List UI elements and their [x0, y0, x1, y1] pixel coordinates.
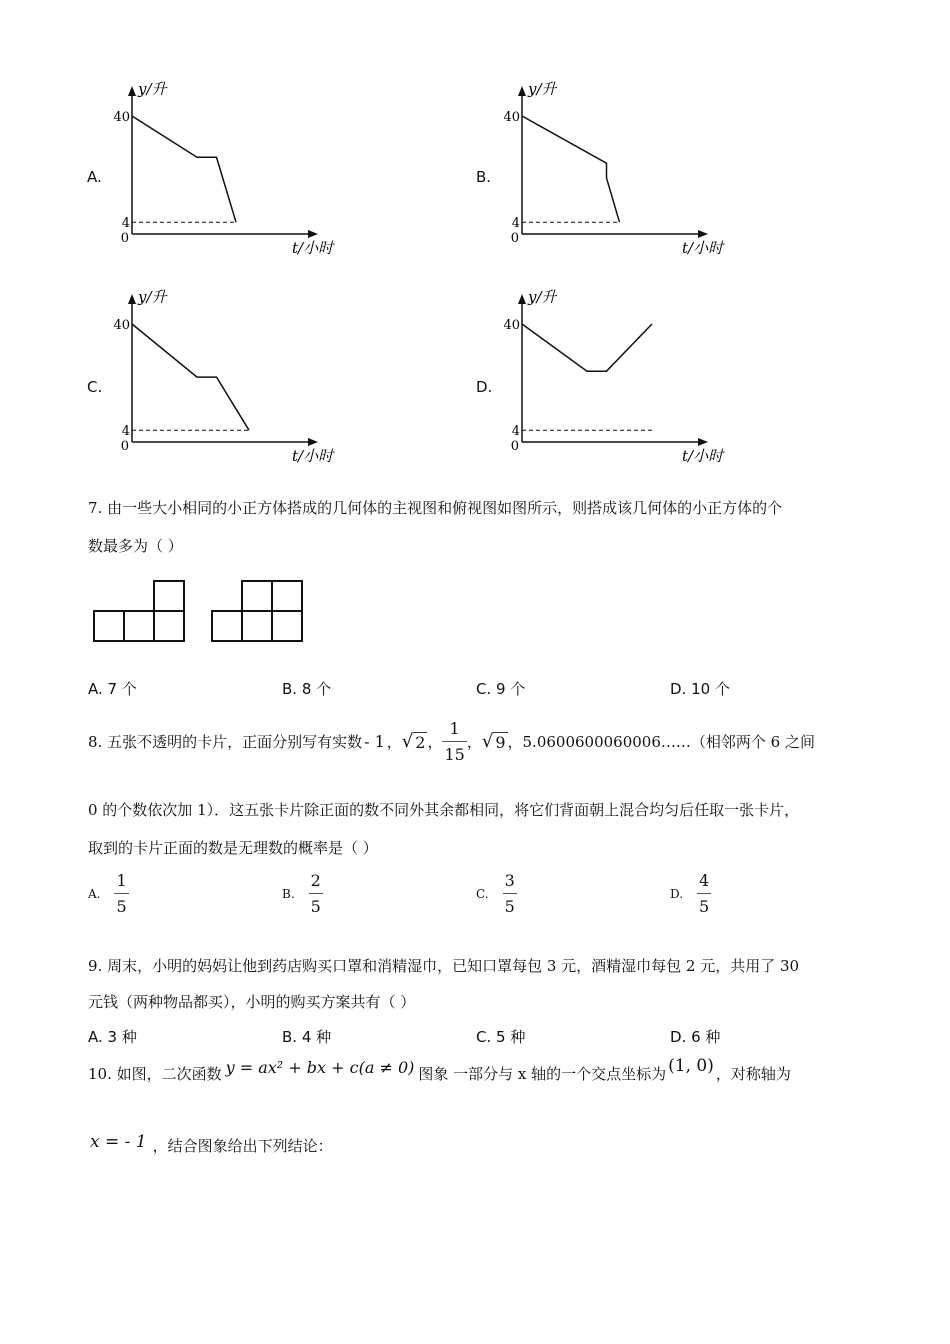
q9-option-a[interactable]: A. 3 种 [88, 1028, 137, 1046]
q9-option-d[interactable]: D. 6 种 [670, 1028, 721, 1046]
tick-label-0: 0 [510, 231, 519, 246]
q7-top-view [210, 578, 306, 644]
q8-option-d[interactable]: D. $\frac{4}{5}$ [670, 871, 710, 916]
y-axis-arrow-icon [518, 86, 526, 96]
x-axis-arrow-icon [308, 230, 318, 238]
y-axis-label: y/升 [528, 288, 557, 306]
q8-sqrt9: √ 9 [481, 731, 506, 752]
q10-axis: x = - 1 [90, 1132, 147, 1152]
graph-option-d [502, 288, 742, 468]
q10-middle: 图象 一部分与 x 轴的一个交点坐标为 [418, 1065, 667, 1083]
y-axis-arrow-icon [518, 294, 526, 304]
q10-line2 [90, 1132, 333, 1156]
y-axis-label: y/升 [138, 80, 167, 98]
q8-line2: 0 的个数依次加 1）．这五张卡片除正面的数不同外其余都相同，将它们背面朝上混合均匀后任取一张卡片， [88, 801, 800, 819]
tick-label-40: 40 [503, 110, 520, 125]
tick-label-4: 4 [121, 216, 130, 232]
sqrt-icon: √ [401, 731, 414, 752]
option-d-label: D. [476, 378, 493, 396]
q10-point: (1, 0) [668, 1056, 714, 1076]
y-axis-arrow-icon [128, 294, 136, 304]
q9-option-c[interactable]: C. 5 种 [476, 1028, 526, 1046]
tick-label-0: 0 [510, 439, 519, 454]
q7-option-b[interactable]: B. 8 个 [282, 680, 332, 698]
q10-suffix: ，对称轴为 [715, 1065, 791, 1083]
q8-suffix: ，5.0600600060006……（相邻两个 6 之间 [507, 733, 815, 751]
option-c-label: C. [87, 378, 103, 396]
q9-line1: 9. 周末，小明的妈妈让他到药店购买口罩和消精湿巾，已知口罩每包 3 元，酒精湿巾每包 2 元，共用了 30 [88, 957, 800, 975]
graph-option-a [112, 80, 352, 260]
q8-sep3: ， [466, 733, 482, 751]
tick-label-4: 4 [511, 424, 520, 440]
q10-line2-suffix: ，结合图象给出下列结论： [152, 1137, 333, 1155]
q7-option-c[interactable]: C. 9 个 [476, 680, 526, 698]
q7-line1: 7. 由一些大小相同的小正方体搭成的几何体的主视图和俯视图如图所示，则搭成该几何体的小正方体的个 [88, 499, 783, 517]
q8-sep1: ， [386, 733, 402, 751]
q8-sep2: ， [427, 733, 443, 751]
y-axis-label: y/升 [528, 80, 557, 98]
q8-fraction: $\frac{1}{15}$ [444, 719, 465, 764]
graph-option-b [502, 80, 742, 260]
option-b-label: B. [476, 168, 492, 186]
graph-line [132, 324, 249, 430]
x-axis-arrow-icon [698, 438, 708, 446]
q7-option-a[interactable]: A. 7 个 [88, 680, 137, 698]
q8-option-a[interactable]: A. $\frac{1}{5}$ [88, 871, 127, 916]
q7-option-d[interactable]: D. 10 个 [670, 680, 730, 698]
tick-label-4: 4 [511, 216, 520, 232]
x-axis-arrow-icon [308, 438, 318, 446]
x-axis-label: t/小时 [682, 239, 724, 257]
x-axis-label: t/小时 [292, 447, 334, 465]
q8-prefix: 8. 五张不透明的卡片，正面分别写有实数 [88, 733, 363, 751]
q9-line2: 元钱（两种物品都买），小明的购买方案共有（ ） [88, 993, 416, 1011]
tick-label-40: 40 [113, 318, 130, 333]
q9-option-b[interactable]: B. 4 种 [282, 1028, 332, 1046]
q7-front-view [92, 578, 188, 644]
x-axis-label: t/小时 [682, 447, 724, 465]
x-axis-label: t/小时 [292, 239, 334, 257]
q10-line1 [88, 1056, 791, 1084]
q8-line3: 取到的卡片正面的数是无理数的概率是（ ） [88, 839, 378, 857]
q10-prefix: 10. 如图，二次函数 [88, 1065, 222, 1083]
q7-line2: 数最多为（ ） [88, 537, 183, 555]
tick-label-4: 4 [121, 424, 130, 440]
graph-option-c [112, 288, 352, 468]
graph-line [522, 116, 620, 222]
graph-line [132, 116, 236, 222]
y-axis-arrow-icon [128, 86, 136, 96]
q8-neg1: - 1 [364, 732, 385, 751]
sqrt-icon: √ [481, 731, 494, 752]
q10-formula: y = ax² + bx + c(a ≠ 0) [225, 1058, 415, 1077]
tick-label-40: 40 [113, 110, 130, 125]
x-axis-arrow-icon [698, 230, 708, 238]
tick-label-0: 0 [120, 439, 129, 454]
tick-label-0: 0 [120, 231, 129, 246]
q8-line1 [88, 712, 815, 772]
y-axis-label: y/升 [138, 288, 167, 306]
q8-option-b[interactable]: B. $\frac{2}{5}$ [282, 871, 321, 916]
tick-label-40: 40 [503, 318, 520, 333]
q8-option-c[interactable]: C. $\frac{3}{5}$ [476, 871, 515, 916]
option-a-label: A. [87, 168, 102, 186]
graph-line [522, 324, 652, 371]
q8-sqrt2: √ 2 [401, 731, 426, 752]
